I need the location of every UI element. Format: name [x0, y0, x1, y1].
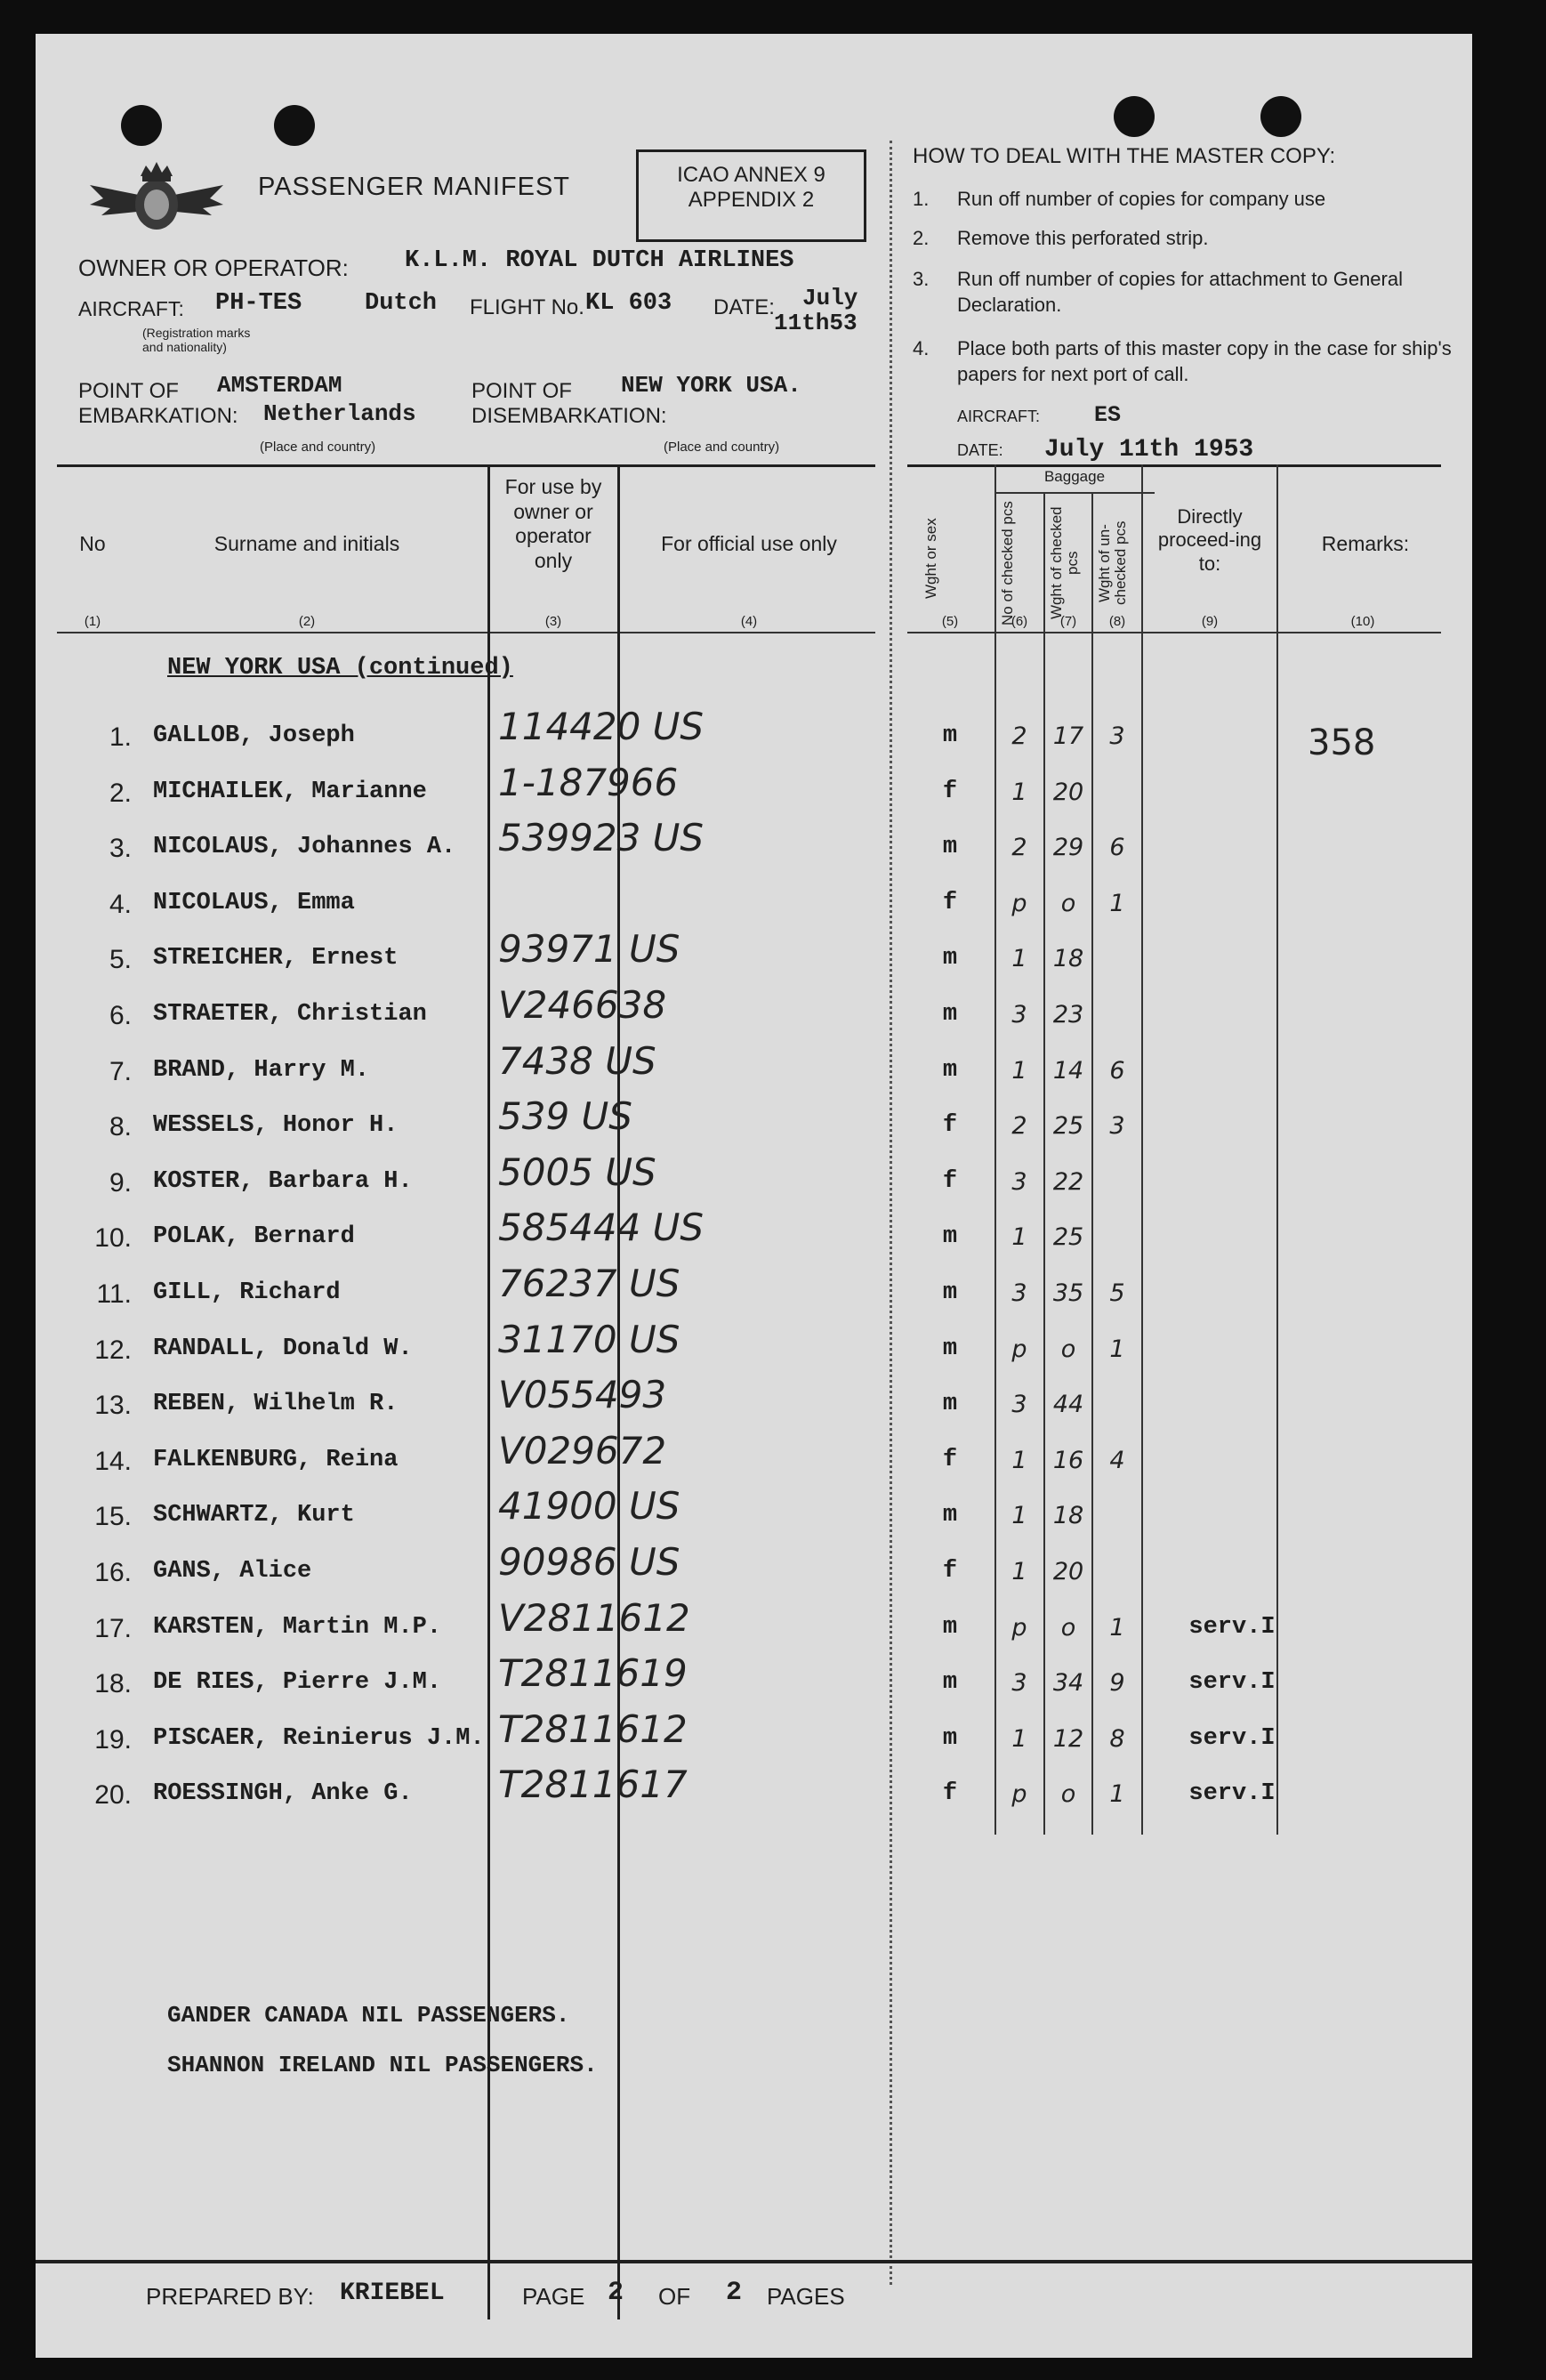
aircraft-label: AIRCRAFT:: [78, 297, 184, 320]
passenger-name: SCHWARTZ, Kurt: [153, 1502, 355, 1529]
official-mark: V246638: [498, 983, 667, 1027]
instruction-aircraft-value: ES: [1094, 402, 1122, 428]
col-header-name: Surname and initials: [213, 532, 400, 555]
instruction-num: 1.: [913, 188, 930, 210]
footer-rule: [36, 2260, 1472, 2263]
of-value: 2: [726, 2278, 743, 2308]
passenger-sex: m: [942, 1669, 958, 1697]
embark-country: Netherlands: [263, 400, 416, 427]
row-number: 3.: [109, 834, 132, 864]
row-number: 10.: [94, 1223, 132, 1254]
date-value-day: 11th53: [774, 310, 858, 336]
passenger-sex: m: [942, 1613, 958, 1641]
bag-checked-weight: 17: [1052, 722, 1084, 750]
icao-appendix: APPENDIX 2: [688, 188, 815, 212]
instructions-title: HOW TO DEAL WITH THE MASTER COPY:: [913, 144, 1336, 168]
official-mark: T2811612: [498, 1706, 688, 1751]
bag-checked-weight: 25: [1052, 1223, 1084, 1252]
passenger-name: KOSTER, Barbara H.: [153, 1167, 413, 1195]
bag-checked-weight: 44: [1052, 1391, 1084, 1419]
passenger-name: STREICHER, Ernest: [153, 945, 399, 972]
official-mark: 585444 US: [498, 1206, 705, 1250]
instruction-text: Place both parts of this master copy in the case for ship's papers for next port of call.: [957, 337, 1452, 385]
passenger-sex: m: [942, 1056, 958, 1084]
punch-hole: [274, 105, 315, 146]
bag-checked-pcs: 1: [1011, 1446, 1027, 1474]
passenger-name: STRAETER, Christian: [153, 1001, 427, 1028]
bag-checked-pcs: p: [1011, 889, 1027, 917]
bag-unchecked-weight: 6: [1109, 834, 1125, 862]
bag-checked-pcs: 1: [1011, 1056, 1027, 1085]
official-mark: 41900 US: [498, 1484, 680, 1529]
bag-checked-pcs: p: [1011, 1613, 1027, 1642]
prepared-value: KRIEBEL: [340, 2279, 445, 2307]
row-number: 9.: [109, 1167, 132, 1198]
perforation-line: [890, 141, 892, 2285]
bag-checked-weight: 29: [1052, 834, 1084, 862]
place-note-right: (Place and country): [664, 440, 780, 455]
row-number: 4.: [109, 889, 132, 919]
bag-checked-weight: 22: [1052, 1167, 1084, 1196]
passenger-name: DE RIES, Pierre J.M.: [153, 1669, 442, 1697]
passenger-sex: f: [942, 1558, 958, 1585]
registration-note: (Registration marks: [142, 326, 251, 340]
passenger-sex: f: [942, 889, 958, 916]
bag-checked-weight: o: [1060, 1613, 1076, 1642]
passenger-sex: m: [942, 1391, 958, 1418]
punch-hole: [1260, 96, 1301, 137]
passenger-name: NICOLAUS, Emma: [153, 889, 355, 916]
bag-checked-weight: 12: [1052, 1724, 1084, 1753]
date-value-month: July: [802, 285, 858, 311]
official-mark: 539923 US: [498, 816, 705, 860]
passenger-sex: m: [942, 1223, 958, 1251]
instruction-text: Run off number of copies for attachment to General Declaration.: [957, 268, 1403, 316]
punch-hole: [1114, 96, 1155, 137]
passenger-name: REBEN, Wilhelm R.: [153, 1391, 399, 1418]
klm-crest-icon: [85, 149, 228, 247]
col-header-sex: Wght or sex: [922, 518, 939, 600]
row-number: 18.: [94, 1669, 132, 1699]
row-number: 11.: [96, 1279, 132, 1309]
row-number: 12.: [94, 1335, 132, 1365]
official-mark: 1-187966: [498, 760, 679, 804]
passenger-name: GANS, Alice: [153, 1558, 312, 1585]
bag-checked-pcs: 1: [1011, 1558, 1027, 1585]
bag-checked-weight: 35: [1052, 1279, 1084, 1307]
bag-checked-pcs: 3: [1011, 1001, 1027, 1029]
note-shannon: SHANNON IRELAND NIL PASSENGERS.: [167, 2052, 598, 2078]
bag-unchecked-weight: 3: [1109, 722, 1125, 750]
bag-checked-pcs: p: [1011, 1335, 1027, 1363]
col-number: (10): [1350, 614, 1375, 629]
passenger-sex: m: [942, 1724, 958, 1752]
header-rule: [57, 632, 875, 633]
col-header-bag-unchecked: Wght of un-checked pcs: [1096, 520, 1129, 606]
destination: serv.I: [1188, 1724, 1276, 1752]
passenger-sex: m: [942, 722, 958, 749]
flight-value: KL 603: [585, 290, 672, 317]
bag-checked-weight: 20: [1052, 778, 1084, 806]
bag-unchecked-weight: 1: [1109, 889, 1125, 917]
passenger-name: NICOLAUS, Johannes A.: [153, 834, 456, 861]
bag-checked-weight: 25: [1052, 1112, 1084, 1141]
official-mark: 539 US: [498, 1094, 632, 1139]
col-number: (5): [941, 614, 959, 629]
bag-checked-weight: 16: [1052, 1446, 1084, 1474]
bag-checked-weight: 18: [1052, 1502, 1084, 1530]
col-number: (7): [1059, 614, 1077, 629]
bag-checked-pcs: 3: [1011, 1167, 1027, 1196]
passenger-name: ROESSINGH, Anke G.: [153, 1780, 413, 1808]
instruction-text: Remove this perforated strip.: [957, 227, 1209, 249]
row-number: 20.: [94, 1780, 132, 1811]
passenger-sex: m: [942, 1279, 958, 1306]
bag-checked-weight: 18: [1052, 945, 1084, 973]
embark-city: AMSTERDAM: [217, 372, 342, 399]
row-number: 8.: [109, 1112, 132, 1142]
passenger-sex: f: [942, 1167, 958, 1195]
instruction-date-value: July 11th 1953: [1044, 436, 1254, 464]
bag-checked-weight: 14: [1052, 1056, 1084, 1085]
aircraft-value: PH-TES: [215, 290, 302, 317]
manifest-sheet: [36, 34, 1472, 2358]
row-number: 7.: [109, 1056, 132, 1086]
bag-checked-weight: o: [1060, 889, 1076, 917]
bag-checked-pcs: 2: [1011, 722, 1027, 750]
row-number: 15.: [94, 1502, 132, 1532]
passenger-sex: f: [942, 778, 958, 805]
instruction-date-label: DATE:: [957, 441, 1003, 459]
header-rule: [907, 632, 1441, 633]
bag-unchecked-weight: 3: [1109, 1112, 1125, 1141]
col-number: (9): [1201, 614, 1219, 629]
official-mark: T2811619: [498, 1651, 688, 1696]
embark-label: EMBARKATION:: [78, 404, 238, 428]
punch-hole: [121, 105, 162, 146]
official-mark: V2811612: [498, 1595, 690, 1640]
col-header-official-use: For official use only: [661, 532, 837, 555]
passenger-name: MICHAILEK, Marianne: [153, 778, 427, 805]
destination: serv.I: [1188, 1669, 1276, 1697]
row-number: 5.: [109, 945, 132, 975]
row-number: 17.: [94, 1613, 132, 1643]
passenger-name: GALLOB, Joseph: [153, 722, 355, 749]
instruction-num: 3.: [913, 268, 930, 290]
destination: serv.I: [1188, 1613, 1276, 1641]
col-header-owner-use: For use by owner or operator only: [504, 475, 602, 572]
col-header-remarks: Remarks:: [1321, 532, 1410, 555]
bag-checked-weight: 20: [1052, 1558, 1084, 1585]
passenger-sex: f: [942, 1780, 958, 1808]
section-title: NEW YORK USA (continued): [167, 655, 513, 682]
row-number: 16.: [94, 1558, 132, 1587]
bag-checked-pcs: 1: [1011, 945, 1027, 973]
official-mark: 93971 US: [498, 927, 680, 972]
row-number: 14.: [94, 1446, 132, 1476]
table-top-rule: [907, 464, 1441, 467]
official-mark: 7438 US: [498, 1038, 656, 1083]
instruction-num: 2.: [913, 227, 930, 249]
disembark-label: POINT OF: [471, 379, 572, 403]
col-header-bag-checked: No of checked pcs: [999, 501, 1016, 625]
instruction-aircraft-label: AIRCRAFT:: [957, 407, 1041, 425]
instruction-text: Run off number of copies for company use: [957, 188, 1326, 210]
bag-checked-pcs: 3: [1011, 1669, 1027, 1698]
bag-unchecked-weight: 6: [1109, 1056, 1125, 1085]
passenger-name: GILL, Richard: [153, 1279, 341, 1306]
passenger-name: WESSELS, Honor H.: [153, 1112, 399, 1140]
remark-number: 358: [1308, 722, 1376, 763]
passenger-sex: f: [942, 1446, 958, 1473]
table-top-rule: [57, 464, 875, 467]
icao-annex: ICAO ANNEX 9: [677, 163, 825, 187]
aircraft-nationality: Dutch: [365, 290, 438, 317]
official-mark: V029672: [498, 1428, 667, 1472]
bag-checked-pcs: 1: [1011, 778, 1027, 806]
col-header-bag-weight: Wght of checked pcs: [1048, 506, 1081, 620]
row-number: 1.: [109, 722, 132, 752]
col-header-destination: Directly proceed-ing to:: [1157, 505, 1262, 575]
passenger-sex: m: [942, 945, 958, 972]
passenger-name: RANDALL, Donald W.: [153, 1335, 413, 1362]
bag-checked-weight: o: [1060, 1335, 1076, 1363]
official-mark: 114420 US: [498, 705, 705, 748]
row-number: 6.: [109, 1001, 132, 1030]
passenger-sex: m: [942, 1001, 958, 1028]
instruction-num: 4.: [913, 337, 930, 359]
icao-box: [636, 149, 866, 242]
bag-unchecked-weight: 5: [1109, 1279, 1125, 1307]
passenger-name: BRAND, Harry M.: [153, 1056, 370, 1084]
col-number: (8): [1108, 614, 1126, 629]
bag-checked-pcs: 1: [1011, 1502, 1027, 1530]
note-gander: GANDER CANADA NIL PASSENGERS.: [167, 2002, 570, 2029]
baggage-rule: [994, 492, 1155, 494]
date-label: DATE:: [713, 295, 775, 319]
official-mark: V055493: [498, 1373, 667, 1417]
disembark-value: NEW YORK USA.: [621, 372, 801, 399]
form-title: PASSENGER MANIFEST: [258, 173, 571, 201]
bag-checked-weight: 34: [1052, 1669, 1084, 1698]
row-number: 19.: [94, 1724, 132, 1755]
col-header-baggage: Baggage: [1043, 468, 1106, 485]
passenger-name: PISCAER, Reinierus J.M.: [153, 1724, 485, 1752]
embark-label: POINT OF: [78, 379, 179, 403]
destination: serv.I: [1188, 1780, 1276, 1808]
bag-unchecked-weight: 1: [1109, 1335, 1125, 1363]
col-number: (6): [1011, 614, 1028, 629]
bag-checked-weight: 23: [1052, 1001, 1084, 1029]
owner-value: K.L.M. ROYAL DUTCH AIRLINES: [405, 247, 794, 274]
col-number: (1): [84, 614, 101, 629]
row-number: 2.: [109, 778, 132, 808]
bag-unchecked-weight: 1: [1109, 1780, 1125, 1809]
bag-unchecked-weight: 8: [1109, 1724, 1125, 1753]
place-note-left: (Place and country): [260, 440, 376, 455]
passenger-sex: m: [942, 1502, 958, 1529]
passenger-sex: m: [942, 834, 958, 861]
official-mark: T2811617: [498, 1763, 688, 1807]
official-mark: 31170 US: [498, 1317, 680, 1361]
bag-checked-pcs: 2: [1011, 1112, 1027, 1141]
page-value: 2: [608, 2278, 624, 2308]
page-label: PAGE: [522, 2283, 585, 2310]
bag-checked-pcs: 3: [1011, 1391, 1027, 1419]
registration-note: and nationality): [142, 340, 227, 354]
passenger-name: POLAK, Bernard: [153, 1223, 355, 1251]
col-header-no: No: [79, 532, 106, 555]
passenger-name: KARSTEN, Martin M.P.: [153, 1613, 442, 1641]
bag-unchecked-weight: 1: [1109, 1613, 1125, 1642]
official-mark: 90986 US: [498, 1540, 680, 1584]
bag-checked-pcs: 1: [1011, 1724, 1027, 1753]
disembark-label: DISEMBARKATION:: [471, 404, 667, 428]
passenger-sex: m: [942, 1335, 958, 1362]
col-number: (4): [740, 614, 758, 629]
col-number: (3): [544, 614, 562, 629]
owner-label: OWNER OR OPERATOR:: [78, 254, 349, 281]
bag-checked-pcs: 1: [1011, 1223, 1027, 1252]
passenger-name: FALKENBURG, Reina: [153, 1446, 399, 1473]
prepared-label: PREPARED BY:: [146, 2283, 314, 2310]
bag-unchecked-weight: 4: [1109, 1446, 1125, 1474]
official-mark: 76237 US: [498, 1262, 680, 1305]
col-number: (2): [298, 614, 316, 629]
bag-checked-pcs: p: [1011, 1780, 1027, 1809]
bag-checked-pcs: 2: [1011, 834, 1027, 862]
passenger-sex: f: [942, 1112, 958, 1140]
flight-label: FLIGHT No.: [470, 295, 584, 319]
bag-checked-weight: o: [1060, 1780, 1076, 1809]
row-number: 13.: [94, 1391, 132, 1421]
bag-checked-pcs: 3: [1011, 1279, 1027, 1307]
official-mark: 5005 US: [498, 1150, 656, 1194]
of-label: OF: [658, 2283, 691, 2310]
bag-unchecked-weight: 9: [1109, 1669, 1125, 1698]
pages-label: PAGES: [767, 2283, 845, 2310]
